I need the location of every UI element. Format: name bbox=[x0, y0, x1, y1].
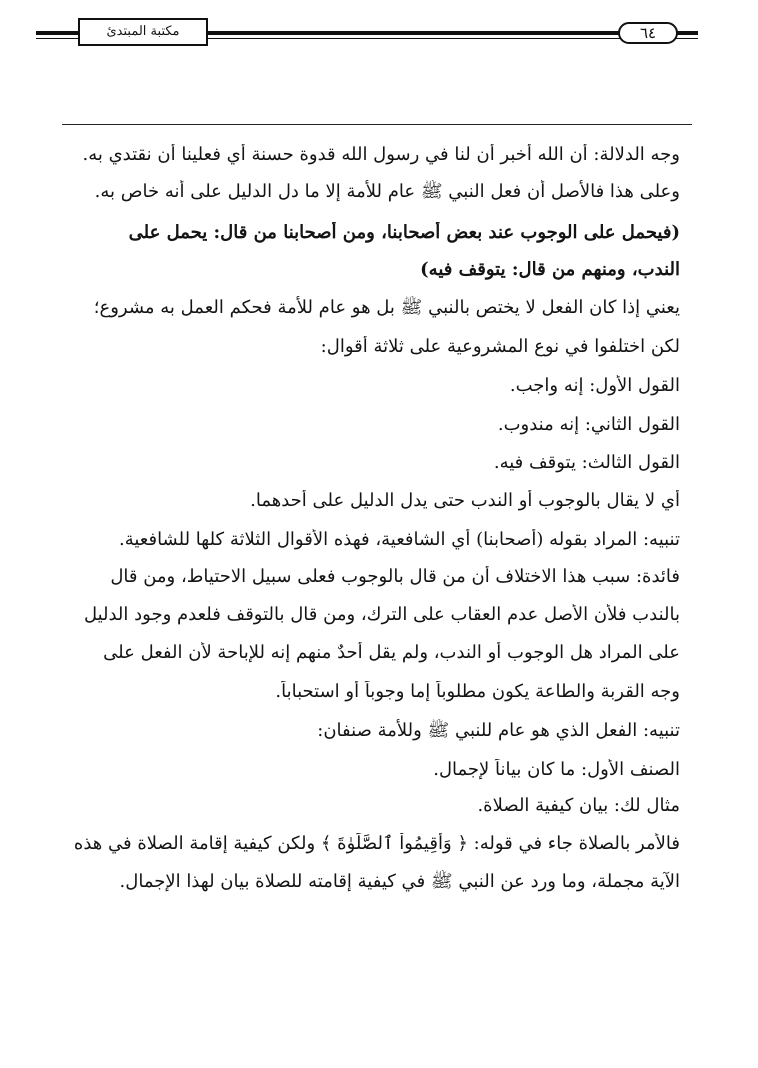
text-line-16: تنبيه: الفعل الذي هو عام للنبي ﷺ وللأمة صنفان: bbox=[317, 720, 680, 741]
text-line-18: مثال لك: بيان كيفية الصلاة. bbox=[477, 795, 680, 816]
page-header bbox=[36, 18, 698, 50]
text-line-8: القول الثاني: إنه مندوب. bbox=[497, 414, 680, 435]
text-line-7: القول الأول: إنه واجب. bbox=[509, 375, 680, 396]
text-line-19: فالأمر بالصلاة جاء في قوله: ﴿ وَأَقِيمُواْ ٱلصَّلَوٰةَ ﴾ ولكن كيفية إقامة الصلاة في هذه bbox=[73, 833, 680, 854]
page-body bbox=[62, 144, 680, 896]
matn-line-1: (فيحمل على الوجوب عند بعض أصحابنا، ومن أصحابنا من قال: يحمل على bbox=[128, 222, 680, 243]
text-line-10: أي لا يقال بالوجوب أو الندب حتى يدل الدليل على أحدهما. bbox=[250, 490, 680, 511]
text-line-1: وجه الدلالة: أن الله أخبر أن لنا في رسول الله قدوة حسنة أي فعلينا أن نقتدي به. bbox=[82, 144, 680, 165]
text-line-17: الصنف الأول: ما كان بياناً لإجمال. bbox=[433, 759, 680, 780]
text-line-9: القول الثالث: يتوقف فيه. bbox=[493, 452, 680, 473]
top-divider bbox=[62, 124, 692, 125]
text-line-12: فائدة: سبب هذا الاختلاف أن من قال بالوجوب فعلى سبيل الاحتياط، ومن قال bbox=[110, 566, 680, 587]
text-line-11: تنبيه: المراد بقوله (أصحابنا) أي الشافعية، فهذه الأقوال الثلاثة كلها للشافعية. bbox=[118, 529, 680, 550]
text-line-13: بالندب فلأن الأصل عدم العقاب على الترك، ومن قال بالتوقف فلعدم وجود الدليل bbox=[83, 604, 680, 625]
text-line-6: لكن اختلفوا في نوع المشروعية على ثلاثة أقوال: bbox=[320, 336, 680, 357]
matn-line-2: الندب، ومنهم من قال: يتوقف فيه) bbox=[420, 259, 680, 280]
page-number: ٦٤ bbox=[618, 22, 678, 44]
text-line-5: يعني إذا كان الفعل لا يختص بالنبي ﷺ بل هو عام للأمة فحكم العمل به مشروع؛ bbox=[93, 297, 680, 318]
text-line-2: وعلى هذا فالأصل أن فعل النبي ﷺ عام للأمة إلا ما دل الدليل على أنه خاص به. bbox=[94, 181, 680, 202]
book-title: مكتبة المبتدئ bbox=[78, 18, 208, 46]
text-line-15: وجه القربة والطاعة يكون مطلوباً إما وجوباً أو استحباباً. bbox=[275, 681, 680, 702]
text-line-20: الآية مجملة، وما ورد عن النبي ﷺ في كيفية إقامته للصلاة بيان لهذا الإجمال. bbox=[119, 871, 680, 892]
text-line-14: على المراد هل الوجوب أو الندب، ولم يقل أحدٌ منهم إنه للإباحة لأن الفعل على bbox=[103, 642, 680, 663]
